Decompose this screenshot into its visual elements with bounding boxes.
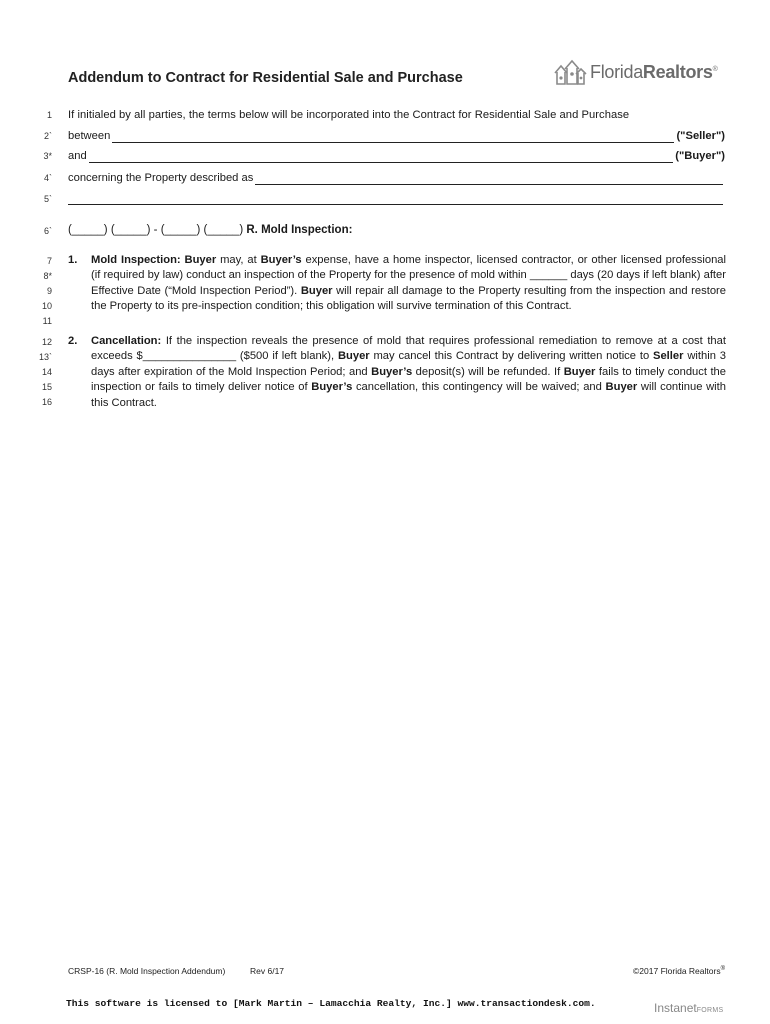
item-number: 2.: [68, 335, 78, 347]
bold-term: Seller: [653, 350, 684, 363]
forms-text: FORMS: [696, 1007, 724, 1014]
initials-blanks[interactable]: (_____) (_____) - (_____) (_____): [68, 224, 244, 236]
registered-mark: ®: [720, 966, 725, 973]
item-text: cancellation, this contingency will be waived; and: [352, 381, 606, 394]
item-text: will repair all damage to the Property resulting from the inspection and restore the Property to its pre-inspection condition; this obligation will survive termination of this Contract.: [91, 284, 726, 313]
item-text: If the inspection reveals the presence of mold that requires professional remediation to remove at a cost that exceeds $_______________ ($500 if left blank),: [91, 335, 726, 363]
line-number: 9: [46, 286, 52, 296]
line-number: 4`: [43, 173, 52, 183]
bold-term: Buyer: [605, 381, 638, 394]
seller-label: ("Seller"): [676, 130, 725, 142]
item-text: within 3 days after expiration of the Mold Inspection Period; and: [91, 350, 726, 378]
item-text: may cancel this Contract by delivering written notice to: [369, 350, 653, 363]
seller-name-field[interactable]: [112, 130, 674, 143]
bold-term: Buyer: [563, 365, 596, 378]
line-number: 3*: [43, 151, 52, 161]
bold-term: Buyer: [300, 284, 333, 297]
line-number: 14: [41, 367, 52, 377]
item-body: [91, 253, 726, 315]
buyer-name-field[interactable]: [89, 150, 674, 163]
document-title: Addendum to Contract for Residential Sale and Purchase: [68, 70, 463, 86]
line-number: 13`: [38, 352, 52, 362]
form-revision: Rev 6/17: [250, 966, 285, 976]
section-heading: R. Mold Inspection:: [246, 224, 353, 236]
logo-wordmark: FloridaRealtors®: [590, 61, 718, 82]
line-number: 5`: [43, 194, 52, 204]
instanet-text: Instanet: [654, 1001, 697, 1015]
bold-term: Buyer: [337, 350, 370, 363]
bold-term: Buyer: [184, 254, 217, 266]
bold-term: Buyer’s: [311, 381, 353, 394]
line-number: 8*: [43, 271, 52, 281]
cancellation-paragraph: [68, 334, 726, 411]
item-text: will continue with this Contract.: [91, 381, 726, 409]
property-description-field-2[interactable]: [68, 192, 723, 205]
item-text: may, at: [216, 254, 261, 266]
item-text: fails to timely conduct the inspection or fails to timely deliver notice of: [91, 365, 727, 394]
line-number: 7: [46, 256, 52, 266]
bold-term: Buyer’s: [260, 254, 302, 266]
copyright-text: ©2017 Florida Realtors: [633, 966, 721, 976]
line-number: 16: [41, 397, 52, 407]
concerning-label: concerning the Property described as: [68, 172, 254, 184]
line-number: 6`: [43, 226, 52, 236]
line-number: 12: [41, 337, 52, 347]
instanet-forms-logo: [654, 1001, 723, 1015]
between-label: between: [68, 130, 111, 142]
license-notice: This software is licensed to [Mark Martin – Lamacchia Realty, Inc.] www.transactiondesk.com.: [66, 998, 596, 1009]
florida-realtors-logo: [552, 56, 732, 88]
item-title: Cancellation:: [91, 335, 162, 347]
line-number: 1: [46, 110, 52, 120]
houses-logo-icon: [552, 57, 588, 87]
form-id: CRSP-16 (R. Mold Inspection Addendum): [68, 966, 226, 976]
buyer-row: [68, 149, 725, 163]
item-number: 1.: [68, 254, 78, 266]
line-number: 11: [42, 316, 52, 326]
copyright: [633, 966, 725, 976]
item-body: [91, 334, 726, 411]
intro-text: If initialed by all parties, the terms below will be incorporated into the Contract for Residential Sale and Purchase: [68, 109, 630, 121]
line-number: 10: [41, 301, 52, 311]
buyer-label: ("Buyer"): [675, 150, 725, 162]
mold-inspection-paragraph: [68, 253, 726, 315]
line-number: 15: [41, 382, 52, 392]
property-row: [68, 171, 725, 185]
item-title: Mold Inspection:: [91, 254, 181, 266]
intro-line: [68, 108, 725, 122]
and-label: and: [68, 150, 87, 162]
property-description-field[interactable]: [255, 172, 723, 185]
seller-row: [68, 129, 725, 143]
line-number: 2`: [43, 131, 52, 141]
property-row-2: [68, 192, 725, 205]
item-text: expense, have a home inspector, licensed contractor, or other licensed professional (if required by law) conduct an inspection of the Property for the presence of mold within ______ days (20 days if left blank) after Effective Date (“Mold Inspection Period”).: [91, 254, 727, 297]
initials-row: [68, 224, 352, 236]
item-text: deposit(s) will be refunded. If: [412, 365, 564, 378]
bold-term: Buyer’s: [371, 365, 413, 378]
